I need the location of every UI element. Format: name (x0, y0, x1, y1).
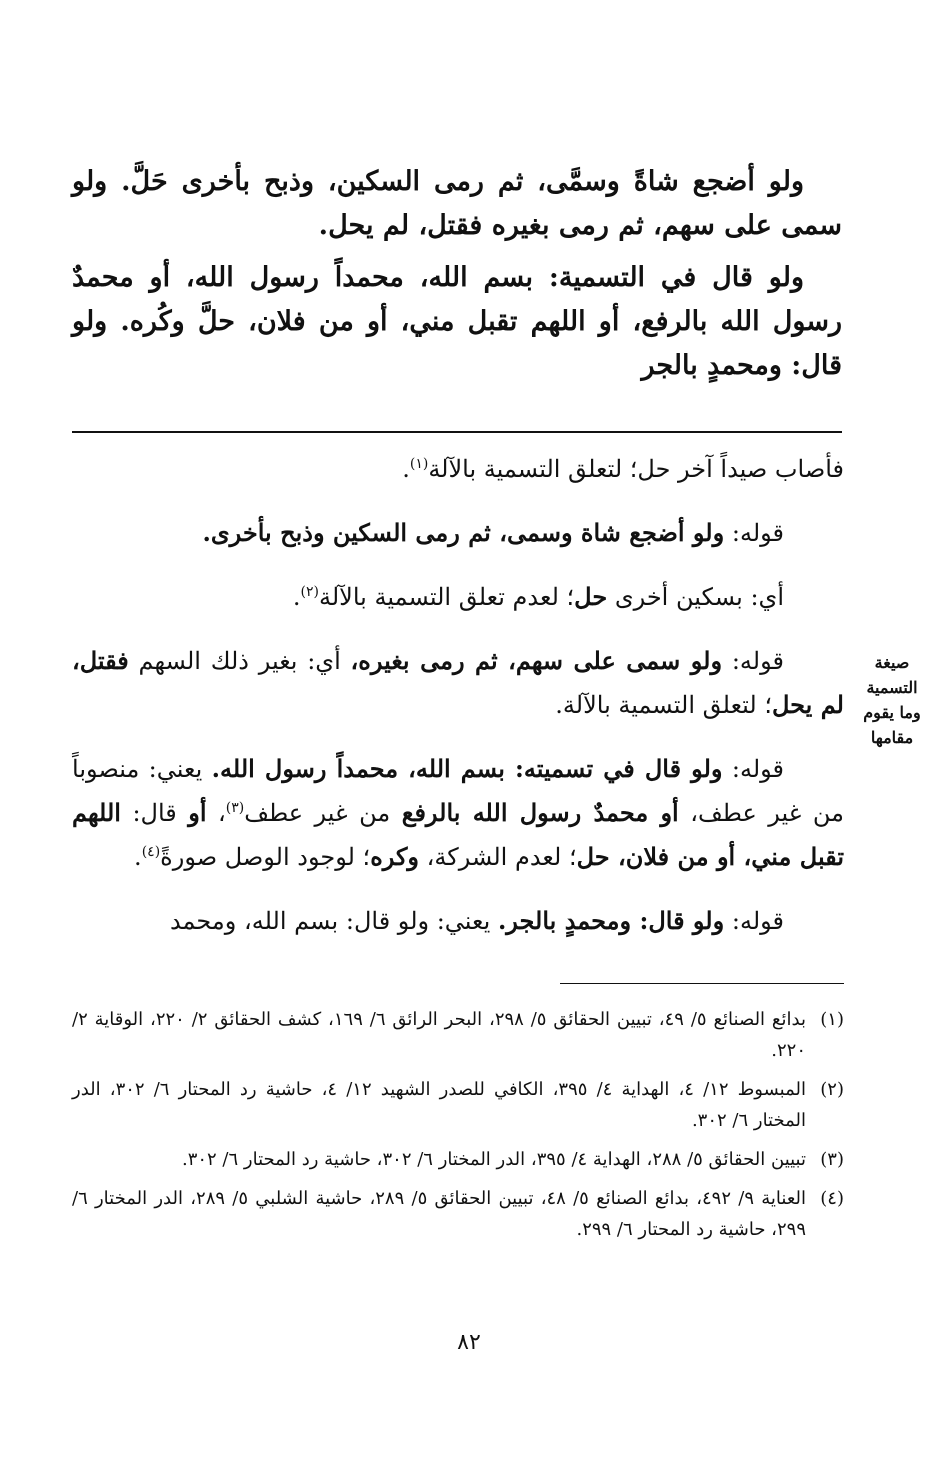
commentary-lead: قوله: (731, 907, 784, 935)
margin-heading-line: وما يقوم (863, 703, 921, 722)
quoted-main-text: أو محمدٌ رسول الله بالرفع (401, 798, 679, 827)
quoted-main-text: أو (188, 798, 207, 827)
commentary-lead: قوله: (731, 647, 784, 675)
footnote-divider (560, 983, 844, 984)
commentary-text: ، (218, 799, 226, 827)
commentary-text: . (134, 843, 142, 871)
footnotes-block (72, 1004, 844, 1253)
commentary-paragraph-4 (72, 639, 844, 727)
quoted-main-text: حل (574, 582, 608, 611)
margin-heading (856, 650, 928, 750)
commentary-paragraph-3 (72, 575, 844, 619)
main-text-divider (72, 431, 842, 433)
footnote (72, 1004, 844, 1066)
quoted-main-text: اللهم تقبل مني، أو من فلان، حل (72, 798, 844, 871)
commentary-text: من غير عطف (244, 799, 391, 827)
commentary-lead: قوله: (731, 755, 784, 783)
quoted-main-text: ولو قال في تسميته: بسم الله، محمداً رسول الله. (211, 754, 723, 783)
footnote-ref-3: (٣) (225, 800, 245, 816)
commentary-text: . (292, 583, 301, 611)
quoted-main-text: وكره (370, 842, 420, 871)
footnote-number: (٣) (820, 1149, 844, 1170)
commentary-text: أي: بغير ذلك السهم (138, 647, 341, 675)
quoted-main-text: ولو قال: ومحمدٍ بالجر. (497, 906, 725, 935)
commentary-text: قال: (132, 799, 177, 827)
commentary-lead: قوله: (731, 519, 784, 547)
quoted-main-text: فقتل، لم يحل (72, 646, 844, 719)
main-text-block (72, 160, 842, 396)
footnote-ref-1: (١) (409, 456, 429, 472)
commentary-text: أي: بسكين أخرى (614, 583, 784, 611)
footnote (72, 1183, 844, 1245)
commentary-text: . (402, 455, 410, 483)
commentary-paragraph-6 (72, 899, 844, 943)
footnote (72, 1074, 844, 1136)
commentary-text: يعني: ولو قال: بسم الله، ومحمد (169, 907, 491, 935)
commentary-paragraph-5 (72, 747, 844, 879)
footnote-ref-4: (٤) (141, 844, 161, 860)
footnote-number: (٤) (820, 1188, 844, 1209)
commentary-text: ؛ لتعلق التسمية بالآلة. (555, 691, 772, 719)
commentary-paragraph-1 (72, 448, 844, 491)
commentary-text: ؛ لعدم الشركة، (426, 843, 577, 871)
commentary-text: ؛ لعدم تعلق التسمية بالآلة (318, 583, 575, 611)
commentary-text: يعني: منصوباً من غير عطف، (72, 755, 844, 827)
commentary-text: ؛ لوجود الوصل صورةً (160, 843, 371, 871)
footnote-text: العناية ٩/ ٤٩٢، بدائع الصنائع ٥/ ٤٨، تبيين الحقائق ٥/ ٢٨٩، حاشية الشلبي ٥/ ٢٨٩، الدر المختار ٦/ ٢٩٩، حاشية رد المحتار ٦/ ٢٩٩. (72, 1188, 806, 1240)
commentary-paragraph-2 (72, 511, 844, 555)
commentary-text: فأصاب صيداً آخر حل؛ لتعلق التسمية بالآلة (428, 455, 844, 483)
main-text-paragraph-1: ولو أضجع شاةً وسمَّى، ثم رمى السكين، وذبح بأخرى حَلَّ. ولو سمى على سهم، ثم رمى بغيره فقتل، لم يحل. (72, 166, 842, 241)
footnote-text: المبسوط ١٢/ ٤، الهداية ٤/ ٣٩٥، الكافي للصدر الشهيد ١٢/ ٤، حاشية رد المحتار ٦/ ٣٠٢، الدر المختار ٦/ ٣٠٢. (72, 1079, 806, 1131)
commentary-block (72, 448, 844, 963)
footnote-number: (١) (820, 1009, 844, 1030)
footnote-text: تبيين الحقائق ٥/ ٢٨٨، الهداية ٤/ ٣٩٥، الدر المختار ٦/ ٣٠٢، حاشية رد المحتار ٦/ ٣٠٢. (181, 1149, 806, 1170)
footnote-number: (٢) (820, 1079, 844, 1100)
footnote (72, 1144, 844, 1175)
quoted-main-text: ولو سمى على سهم، ثم رمى بغيره، (350, 646, 723, 675)
footnote-ref-2: (٢) (300, 584, 319, 600)
main-text-paragraph-2: ولو قال في التسمية: بسم الله، محمداً رسول الله، أو محمدٌ رسول الله بالرفع، أو اللهم تقبل مني، أو من فلان، حلَّ وكُره. ولو قال: ومحمدٍ بالجر (72, 262, 842, 381)
page-number: ٨٢ (457, 1330, 481, 1355)
margin-heading-line: مقامها (870, 728, 914, 747)
footnote-text: بدائع الصنائع ٥/ ٤٩، تبيين الحقائق ٥/ ٢٩٨، البحر الرائق ٦/ ١٦٩، كشف الحقائق ٢/ ٢٢٠، الوقاية ٢/ ٢٢٠. (72, 1009, 806, 1061)
margin-heading-line: صيغة (874, 653, 910, 672)
quoted-main-text: ولو أضجع شاة وسمى، ثم رمى السكين وذبح بأخرى. (202, 518, 725, 547)
margin-heading-line: التسمية (866, 678, 918, 697)
